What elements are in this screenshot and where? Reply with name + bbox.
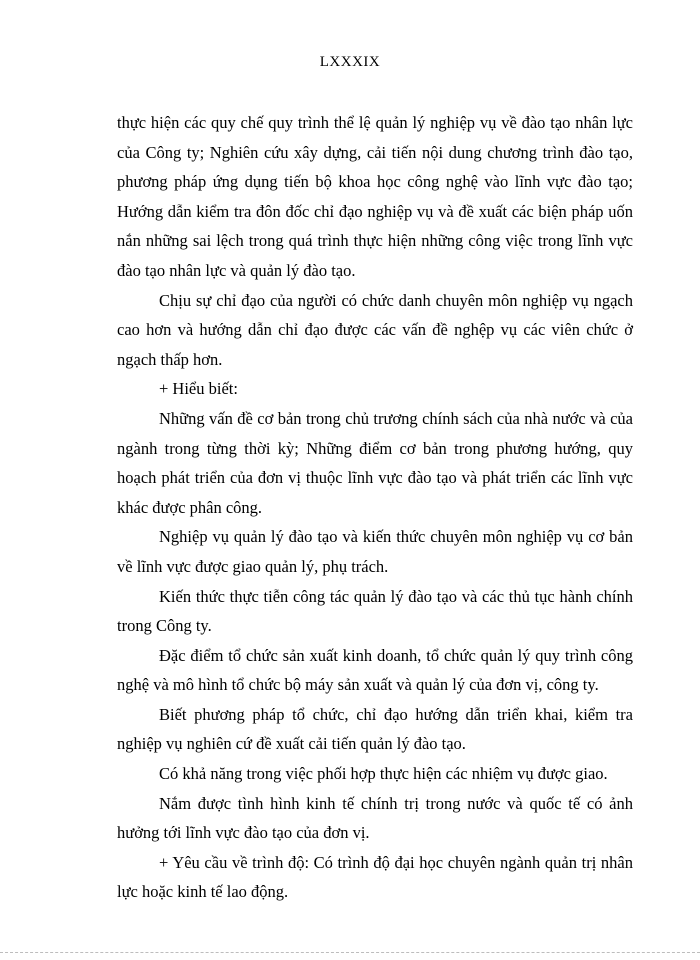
paragraph-1: thực hiện các quy chế quy trình thể lệ quản lý nghiệp vụ về đào tạo nhân lực của Công ty; Nghiên cứu xây dựng, cải tiến nội dung chương trình đào tạo, phương pháp ứng dụng tiến bộ khoa học công nghệ vào lĩnh vực đào tạo; Hướng dẫn kiểm tra đôn đốc chỉ đạo nghiệp vụ và đề xuất các biện pháp uốn nắn những sai lệch trong quá trình thực hiện những công việc trong lĩnh vực đào tạo nhân lực và quản lý đào tạo.: [117, 113, 633, 280]
page-bottom-edge: [0, 952, 700, 953]
paragraph-2: Chịu sự chỉ đạo của người có chức danh chuyên môn nghiệp vụ ngạch cao hơn và hướng dẫn chỉ đạo được các vấn đề nghệp vụ các viên chức ở ngạch thấp hơn.: [117, 290, 633, 369]
paragraph-9: Có khả năng trong việc phối hợp thực hiện các nhiệm vụ được giao.: [159, 764, 608, 784]
page-number: LXXXIX: [319, 54, 381, 70]
paragraph-5: Nghiệp vụ quản lý đào tạo và kiến thức chuyên môn nghiệp vụ cơ bản về lĩnh vực được giao quản lý, phụ trách.: [117, 527, 633, 576]
paragraph-3: + Hiểu biết:: [159, 379, 238, 399]
paragraph-11: + Yêu cầu về trình độ: Có trình độ đại học chuyên ngành quản trị nhân lực hoặc kinh tế lao động.: [117, 852, 633, 902]
paragraph-8: Biết phương pháp tổ chức, chỉ đạo hướng dẫn triển khai, kiểm tra nghiệp vụ nghiên cứ đề xuất cải tiến quản lý đào tạo.: [117, 704, 633, 754]
paragraph-10: Nắm được tình hình kinh tế chính trị trong nước và quốc tế có ảnh hưởng tới lĩnh vực đào tạo của đơn vị.: [117, 793, 633, 843]
paragraph-4: Những vấn đề cơ bản trong chủ trương chính sách của nhà nước và của ngành trong từng thời kỳ; Những điểm cơ bản trong phương hướng, quy hoạch phát triển của đơn vị thuộc lĩnh vực đào tạo và phát triển các lĩnh vực khác được phân công.: [117, 408, 633, 517]
paragraph-6: Kiến thức thực tiễn công tác quản lý đào tạo và các thủ tục hành chính trong Công ty.: [117, 586, 633, 636]
document-body: [117, 108, 633, 907]
paragraph-7: Đặc điểm tổ chức sản xuất kinh doanh, tổ chức quản lý quy trình công nghệ và mô hình tổ chức bộ máy sản xuất và quản lý của đơn vị, công ty.: [117, 645, 633, 695]
